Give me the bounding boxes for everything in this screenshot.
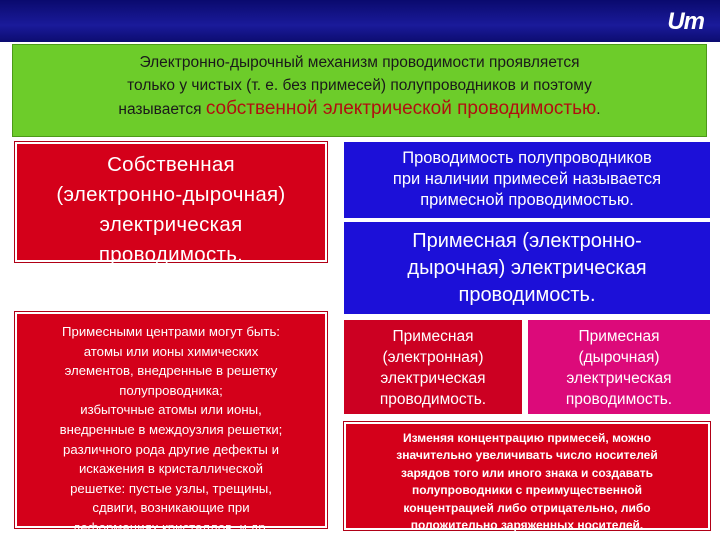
electronic-line-3: электрическая — [380, 370, 486, 387]
intro-line-3-suffix: . — [596, 101, 601, 118]
concentration-note-line: положительно заряженных носителей. — [410, 518, 644, 533]
impurity-centers-line: решетке: пустые узлы, трещины, — [70, 480, 272, 496]
electronic-conductivity-box — [344, 320, 522, 414]
impurity-conductivity-line-1: Примесная (электронно- — [412, 230, 642, 252]
concentration-note-box — [344, 422, 710, 533]
own-conductivity-line-2: (электронно-дырочная) — [56, 183, 286, 206]
own-conductivity-box — [15, 142, 327, 266]
impurity-centers-line: сдвиги, возникающие при — [92, 500, 250, 516]
impurity-conductivity-box — [344, 222, 710, 314]
hole-line-4: проводимость. — [565, 391, 673, 408]
impurity-centers-line: атомы или ионы химических — [83, 343, 259, 359]
own-conductivity-line-4: проводимость. — [98, 243, 244, 266]
impurity-definition-line-1: Проводимость полупроводников — [402, 149, 652, 167]
own-conductivity-line-3: электрическая — [99, 213, 243, 236]
impurity-centers-line: различного рода другие дефекты и — [63, 441, 279, 457]
impurity-centers-line: полупроводника; — [119, 382, 223, 398]
concentration-note-line: полупроводники с преимущественной — [412, 483, 642, 498]
electronic-line-1: Примесная — [392, 328, 474, 345]
impurity-centers-line: Примесными центрами могут быть: — [62, 324, 280, 339]
brand-logo: Um — [667, 8, 704, 35]
impurity-centers-line: деформациях кристаллов, и др. — [72, 519, 270, 535]
impurity-centers-box — [15, 312, 327, 535]
impurity-definition-line-2: при наличии примесей называется — [392, 170, 662, 188]
impurity-centers-line: избыточные атомы или ионы, — [80, 402, 262, 418]
intro-line-2: только у чистых (т. е. без примесей) полупроводников и поэтому — [127, 77, 592, 94]
own-conductivity-line-1: Собственная — [107, 153, 235, 176]
concentration-note-line: Изменяя концентрацию примесей, можно — [402, 431, 652, 445]
electronic-line-2: (электронная) — [382, 349, 484, 366]
impurity-definition-box — [344, 142, 710, 218]
intro-line-3 — [13, 97, 706, 121]
impurity-definition-line-3: примесной проводимостью. — [420, 191, 634, 209]
electronic-line-4: проводимость. — [379, 391, 487, 408]
concentration-note-line: концентрацией либо отрицательно, либо — [403, 500, 651, 515]
hole-line-1: Примесная — [578, 328, 660, 345]
impurity-centers-line: внедренные в междоузлия решетки; — [59, 421, 283, 437]
impurity-conductivity-line-2: дырочная) электрическая — [407, 257, 647, 279]
intro-line-3-prefix: называется — [118, 101, 206, 118]
intro-text-box — [12, 44, 707, 137]
hole-line-2: (дырочная) — [578, 349, 660, 366]
impurity-centers-line: элементов, внедренные в решетку — [64, 363, 278, 379]
hole-line-3: электрическая — [566, 370, 672, 387]
concentration-note-line: значительно увеличивать число носителей — [396, 448, 658, 463]
header-bar — [0, 0, 720, 42]
hole-conductivity-box — [528, 320, 710, 414]
impurity-conductivity-line-3: проводимость. — [458, 284, 596, 306]
impurity-centers-line: искажения в кристаллической — [78, 461, 264, 477]
intro-line-1: Электронно-дырочный механизм проводимости проявляется — [139, 54, 580, 71]
concentration-note-line: зарядов того или иного знака и создавать — [401, 465, 653, 480]
intro-highlight-term: собственной электрической проводимостью — [205, 98, 597, 119]
